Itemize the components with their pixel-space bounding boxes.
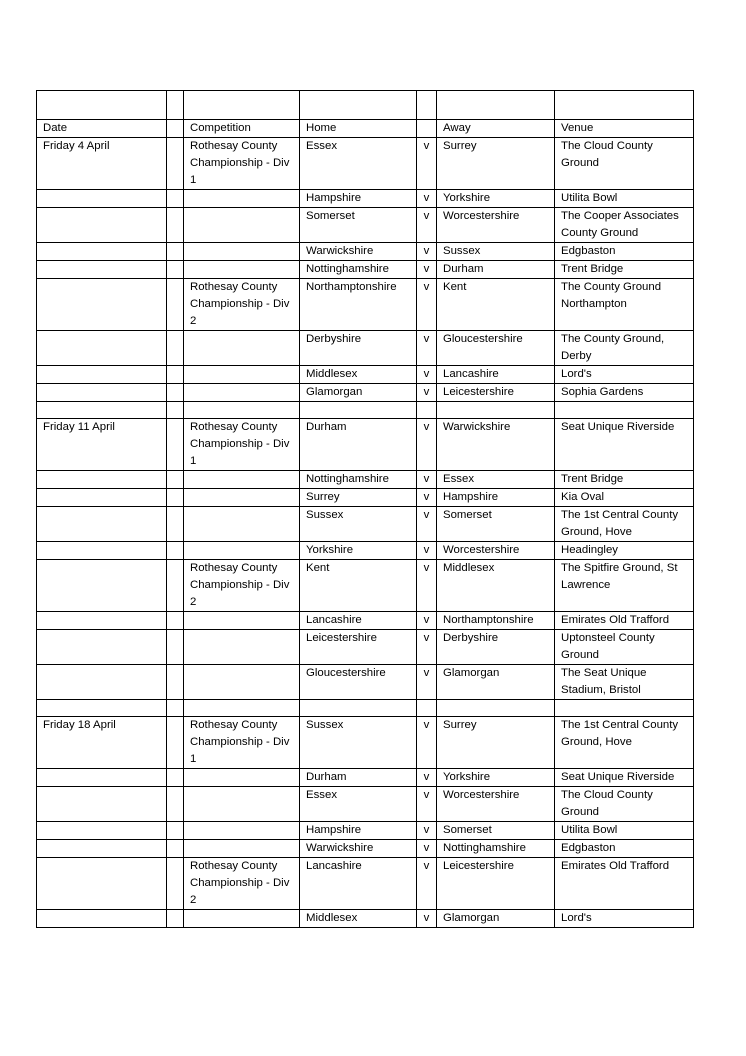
away-team-cell: Somerset: [437, 507, 555, 542]
date-cell: [37, 612, 167, 630]
venue-cell: Headingley: [555, 542, 694, 560]
spacer-cell: [167, 243, 184, 261]
away-team-cell: Yorkshire: [437, 190, 555, 208]
fixture-row: [37, 910, 694, 928]
blank-cell: [555, 700, 694, 717]
versus-cell: v: [417, 612, 437, 630]
versus-cell: v: [417, 243, 437, 261]
date-cell: Friday 4 April: [37, 138, 167, 190]
fixture-row: [37, 822, 694, 840]
venue-cell: Emirates Old Trafford: [555, 858, 694, 910]
spacer-cell: [167, 261, 184, 279]
home-team-cell: Gloucestershire: [300, 665, 417, 700]
fixture-row: [37, 560, 694, 612]
away-team-cell: Worcestershire: [437, 208, 555, 243]
away-team-cell: Glamorgan: [437, 665, 555, 700]
date-cell: [37, 261, 167, 279]
away-team-cell: Somerset: [437, 822, 555, 840]
date-cell: Friday 11 April: [37, 419, 167, 471]
home-team-cell: Durham: [300, 769, 417, 787]
spacer-cell: [167, 138, 184, 190]
spacer-cell: [167, 630, 184, 665]
fixture-row: [37, 208, 694, 243]
home-team-cell: Surrey: [300, 489, 417, 507]
versus-cell: v: [417, 858, 437, 910]
date-cell: [37, 208, 167, 243]
date-cell: [37, 471, 167, 489]
versus-cell: v: [417, 471, 437, 489]
home-team-cell: Essex: [300, 138, 417, 190]
venue-cell: Trent Bridge: [555, 261, 694, 279]
away-team-cell: Kent: [437, 279, 555, 331]
venue-cell: The 1st Central County Ground, Hove: [555, 507, 694, 542]
home-team-cell: Glamorgan: [300, 384, 417, 402]
home-team-cell: Nottinghamshire: [300, 471, 417, 489]
venue-cell: The 1st Central County Ground, Hove: [555, 717, 694, 769]
fixture-row: [37, 331, 694, 366]
blank-cell: [437, 402, 555, 419]
fixture-row: [37, 507, 694, 542]
blank-cell: [300, 700, 417, 717]
competition-cell: [184, 366, 300, 384]
blank-cell: [417, 700, 437, 717]
versus-cell: v: [417, 507, 437, 542]
away-team-cell: Middlesex: [437, 560, 555, 612]
fixture-row: [37, 471, 694, 489]
venue-cell: Seat Unique Riverside: [555, 419, 694, 471]
venue-cell: Edgbaston: [555, 243, 694, 261]
versus-cell: v: [417, 787, 437, 822]
spacer-cell: [167, 560, 184, 612]
venue-cell: The Cloud County Ground: [555, 138, 694, 190]
date-cell: [37, 366, 167, 384]
away-team-cell: Surrey: [437, 138, 555, 190]
fixture-row: [37, 419, 694, 471]
fixture-row: [37, 665, 694, 700]
competition-header: Competition: [184, 120, 300, 138]
versus-cell: v: [417, 910, 437, 928]
blank-cell: [184, 700, 300, 717]
spacer-cell: [167, 208, 184, 243]
spacer-cell: [167, 489, 184, 507]
versus-cell: v: [417, 630, 437, 665]
away-team-cell: Warwickshire: [437, 419, 555, 471]
spacer-cell: [167, 858, 184, 910]
venue-cell: Kia Oval: [555, 489, 694, 507]
spacer-cell: [167, 542, 184, 560]
away-team-cell: Worcestershire: [437, 787, 555, 822]
versus-cell: v: [417, 717, 437, 769]
home-team-cell: Essex: [300, 787, 417, 822]
venue-cell: The Cooper Associates County Ground: [555, 208, 694, 243]
competition-cell: [184, 612, 300, 630]
venue-cell: Trent Bridge: [555, 471, 694, 489]
date-cell: [37, 384, 167, 402]
competition-cell: Rothesay County Championship - Div 1: [184, 717, 300, 769]
competition-cell: [184, 630, 300, 665]
date-cell: [37, 822, 167, 840]
spacer-cell: [167, 471, 184, 489]
venue-cell: The Seat Unique Stadium, Bristol: [555, 665, 694, 700]
versus-cell: v: [417, 190, 437, 208]
blank-cell: [437, 700, 555, 717]
competition-cell: [184, 665, 300, 700]
versus-cell: v: [417, 261, 437, 279]
competition-cell: [184, 208, 300, 243]
date-cell: [37, 331, 167, 366]
spacer-cell: [167, 612, 184, 630]
versus-cell: v: [417, 822, 437, 840]
home-team-cell: Warwickshire: [300, 840, 417, 858]
date-cell: [37, 840, 167, 858]
blank-cell: [167, 700, 184, 717]
fixture-row: [37, 858, 694, 910]
blank-header-row: [37, 91, 694, 120]
versus-cell: v: [417, 384, 437, 402]
spacer-cell: [167, 331, 184, 366]
venue-cell: Seat Unique Riverside: [555, 769, 694, 787]
date-cell: [37, 665, 167, 700]
venue-cell: Utilita Bowl: [555, 190, 694, 208]
versus-cell: v: [417, 542, 437, 560]
venue-cell: The Spitfire Ground, St Lawrence: [555, 560, 694, 612]
home-team-cell: Kent: [300, 560, 417, 612]
venue-cell: The Cloud County Ground: [555, 787, 694, 822]
competition-cell: [184, 384, 300, 402]
date-header: Date: [37, 120, 167, 138]
date-cell: [37, 560, 167, 612]
fixture-row: [37, 366, 694, 384]
spacer-cell: [167, 366, 184, 384]
spacer-cell: [167, 384, 184, 402]
competition-cell: [184, 190, 300, 208]
blank-separator-row: [37, 700, 694, 717]
competition-cell: [184, 787, 300, 822]
competition-cell: [184, 471, 300, 489]
fixture-row: [37, 630, 694, 665]
fixture-row: [37, 243, 694, 261]
fixtures-table: [36, 90, 694, 928]
home-team-cell: Sussex: [300, 507, 417, 542]
competition-cell: [184, 910, 300, 928]
home-team-cell: Somerset: [300, 208, 417, 243]
spacer-cell: [167, 822, 184, 840]
fixture-row: [37, 279, 694, 331]
venue-cell: Edgbaston: [555, 840, 694, 858]
fixture-row: [37, 542, 694, 560]
home-team-cell: Derbyshire: [300, 331, 417, 366]
home-team-cell: Leicestershire: [300, 630, 417, 665]
venue-cell: The County Ground Northampton: [555, 279, 694, 331]
competition-cell: Rothesay County Championship - Div 1: [184, 419, 300, 471]
date-cell: [37, 542, 167, 560]
competition-cell: [184, 822, 300, 840]
versus-cell: v: [417, 279, 437, 331]
spacer-cell: [167, 279, 184, 331]
versus-cell: v: [417, 208, 437, 243]
home-team-cell: Nottinghamshire: [300, 261, 417, 279]
away-team-cell: Surrey: [437, 717, 555, 769]
fixture-row: [37, 190, 694, 208]
away-team-cell: Gloucestershire: [437, 331, 555, 366]
blank-separator-row: [37, 402, 694, 419]
competition-cell: [184, 542, 300, 560]
venue-cell: The County Ground, Derby: [555, 331, 694, 366]
competition-cell: [184, 489, 300, 507]
blank-cell: [300, 402, 417, 419]
date-cell: [37, 279, 167, 331]
spacer-cell: [167, 769, 184, 787]
venue-header: Venue: [555, 120, 694, 138]
spacer-cell: [167, 787, 184, 822]
spacer-cell: [167, 419, 184, 471]
venue-cell: Lord's: [555, 910, 694, 928]
venue-cell: Sophia Gardens: [555, 384, 694, 402]
away-team-cell: Leicestershire: [437, 384, 555, 402]
home-header: Home: [300, 120, 417, 138]
home-team-cell: Middlesex: [300, 366, 417, 384]
competition-cell: [184, 769, 300, 787]
venue-cell: Utilita Bowl: [555, 822, 694, 840]
away-team-cell: Essex: [437, 471, 555, 489]
versus-cell: v: [417, 419, 437, 471]
home-team-cell: Lancashire: [300, 612, 417, 630]
blank-cell: [37, 402, 167, 419]
venue-cell: Emirates Old Trafford: [555, 612, 694, 630]
competition-cell: [184, 840, 300, 858]
home-team-cell: Warwickshire: [300, 243, 417, 261]
away-team-cell: Derbyshire: [437, 630, 555, 665]
date-cell: [37, 858, 167, 910]
versus-cell: v: [417, 489, 437, 507]
fixture-row: [37, 840, 694, 858]
home-team-cell: Durham: [300, 419, 417, 471]
home-team-cell: Middlesex: [300, 910, 417, 928]
fixture-row: [37, 769, 694, 787]
date-cell: [37, 243, 167, 261]
versus-cell: v: [417, 769, 437, 787]
versus-cell: v: [417, 366, 437, 384]
away-team-cell: Hampshire: [437, 489, 555, 507]
fixture-row: [37, 138, 694, 190]
date-cell: [37, 507, 167, 542]
spacer-cell: [167, 910, 184, 928]
competition-cell: [184, 243, 300, 261]
competition-cell: [184, 507, 300, 542]
date-cell: [37, 769, 167, 787]
fixture-row: [37, 717, 694, 769]
date-cell: [37, 190, 167, 208]
blank-cell: [37, 700, 167, 717]
competition-cell: [184, 331, 300, 366]
away-team-cell: Northamptonshire: [437, 612, 555, 630]
competition-cell: [184, 261, 300, 279]
fixture-row: [37, 489, 694, 507]
spacer-cell: [167, 190, 184, 208]
blank-cell: [184, 402, 300, 419]
away-team-cell: Leicestershire: [437, 858, 555, 910]
column-header-row: [37, 120, 694, 138]
away-team-cell: Yorkshire: [437, 769, 555, 787]
competition-cell: Rothesay County Championship - Div 2: [184, 279, 300, 331]
spacer-cell: [167, 120, 184, 138]
date-cell: [37, 787, 167, 822]
blank-cell: [555, 402, 694, 419]
date-cell: [37, 489, 167, 507]
date-cell: [37, 630, 167, 665]
fixture-row: [37, 384, 694, 402]
away-team-cell: Worcestershire: [437, 542, 555, 560]
competition-cell: Rothesay County Championship - Div 2: [184, 858, 300, 910]
versus-cell: v: [417, 665, 437, 700]
home-team-cell: Hampshire: [300, 190, 417, 208]
away-team-cell: Sussex: [437, 243, 555, 261]
venue-cell: Lord's: [555, 366, 694, 384]
fixtures-body: [37, 91, 694, 928]
versus-cell: v: [417, 331, 437, 366]
versus-cell: v: [417, 560, 437, 612]
date-cell: [37, 910, 167, 928]
spacer-cell: [167, 507, 184, 542]
date-cell: Friday 18 April: [37, 717, 167, 769]
away-team-cell: Durham: [437, 261, 555, 279]
versus-cell: v: [417, 840, 437, 858]
fixture-row: [37, 261, 694, 279]
spacer-cell: [167, 840, 184, 858]
versus-cell: v: [417, 138, 437, 190]
spacer-cell: [167, 717, 184, 769]
away-header: Away: [437, 120, 555, 138]
home-team-cell: Lancashire: [300, 858, 417, 910]
blank-cell: [417, 402, 437, 419]
away-team-cell: Glamorgan: [437, 910, 555, 928]
fixture-row: [37, 787, 694, 822]
home-team-cell: Hampshire: [300, 822, 417, 840]
home-team-cell: Northamptonshire: [300, 279, 417, 331]
competition-cell: Rothesay County Championship - Div 1: [184, 138, 300, 190]
blank-cell: [167, 402, 184, 419]
competition-cell: Rothesay County Championship - Div 2: [184, 560, 300, 612]
home-team-cell: Yorkshire: [300, 542, 417, 560]
away-team-cell: Nottinghamshire: [437, 840, 555, 858]
spacer-cell: [167, 665, 184, 700]
fixture-row: [37, 612, 694, 630]
venue-cell: Uptonsteel County Ground: [555, 630, 694, 665]
v-header: [417, 120, 437, 138]
home-team-cell: Sussex: [300, 717, 417, 769]
away-team-cell: Lancashire: [437, 366, 555, 384]
